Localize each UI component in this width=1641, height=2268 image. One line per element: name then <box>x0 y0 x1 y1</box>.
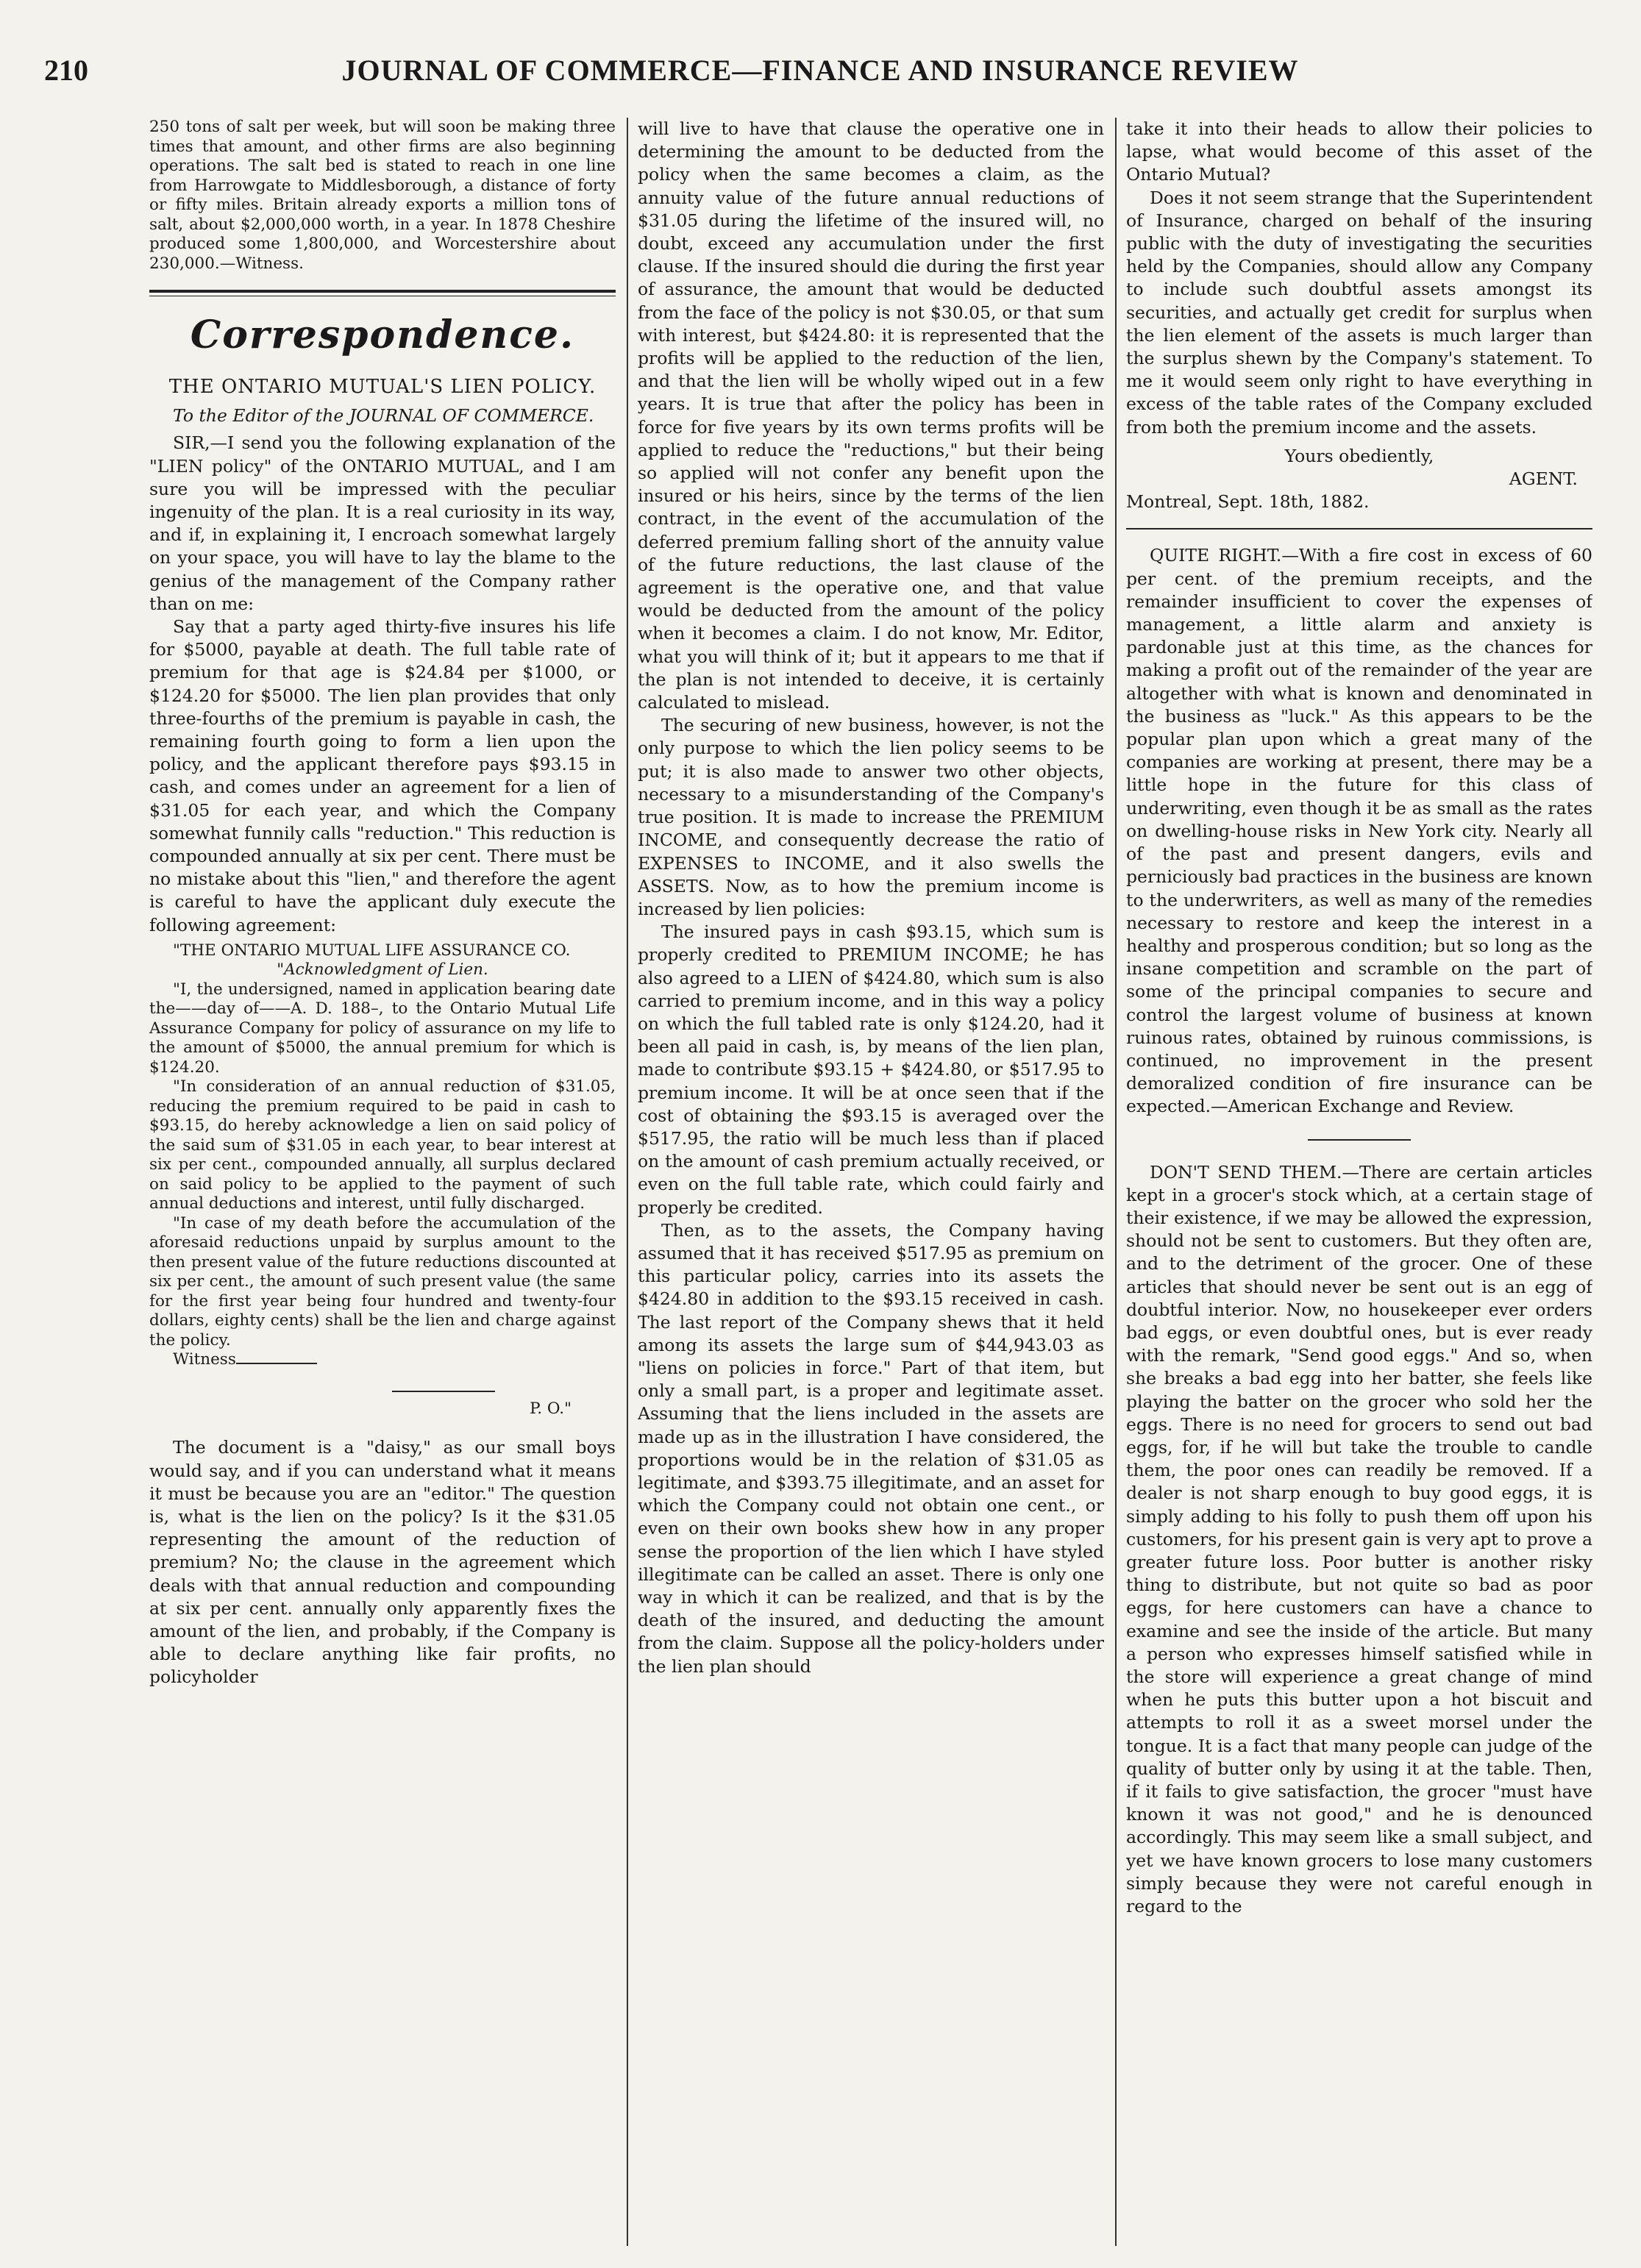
quite-right-text: —With a fire cost in excess of 60 per cent. of the premium receipts, and the remainder insufficient to cover the expenses of management, a little alarm and anxiety is pardonable just at this time, as the chances for making a profit out of the remainder of the year are altogether with what is known and denominated in the business as "luck." As this appears to be the popular plan upon which a great many of the companies are working at present, there may be a little hope in the future for this class of underwriting, even though it be as small as the rates on dwelling-house risks in New York city. Nearly all of the past and present dangers, evils and perniciously bad practices in the business are known to the underwriters, as well as many of the remedies necessary to restore and keep the interest in a healthy and prosperous condition; but so long as the insane competition and scramble on the part of some of the principal companies to secure and control the largest volume of business at known ruinous rates, obtained by ruinous commissions, is continued, no improvement in the present demoralized condition of fire insurance can be expected.—American Exchange and Review. <box>1126 545 1592 1117</box>
column-1 <box>149 118 616 2246</box>
quite-right-lead: QUITE RIGHT. <box>1150 545 1282 566</box>
article-divider <box>1308 1139 1411 1141</box>
salt-paragraph: 250 tons of salt per week, but will soon be making three times that amount, and other firms are also beginning operations. The salt bed is stated to reach in one line from Harrowgate to Middlesborough, a distance of forty or fifty miles. Britain already exports a million tons of salt, about $2,000,000 worth, in a year. In 1878 Cheshire produced some 1,800,000, and Worcestershire about 230,000.—Witness. <box>149 118 616 273</box>
letter-paragraph: The securing of new business, however, is not the only purpose to which the lien policy seems to be put; it is also made to answer two other objects, necessary to a misunderstanding of the Company's true position. It is made to increase the PREMIUM INCOME, and consequently decrease the ratio of EXPENSES to INCOME, and it also swells the ASSETS. Now, as to how the premium income is increased by lien policies: <box>638 715 1104 919</box>
column-3 <box>1126 118 1592 2246</box>
letter-signer: AGENT. <box>1509 468 1578 490</box>
agreement-heading: "THE ONTARIO MUTUAL LIFE ASSURANCE CO. <box>173 941 571 960</box>
article-title: THE ONTARIO MUTUAL'S LIEN POLICY. <box>168 376 597 398</box>
column-2 <box>638 118 1104 2246</box>
quite-right-paragraph <box>1126 544 1592 1118</box>
letter-paragraph: take it into their heads to allow their policies to lapse, what would become of this asset of the Ontario Mutual? <box>1126 118 1592 185</box>
letter-paragraph: SIR,—I send you the following explanation of the "LIEN policy" of the ONTARIO MUTUAL, and I am sure you will be impressed with the peculiar ingenuity of the plan. It is a real curiosity in its way, and if, in explaining it, I encroach somewhat largely on your space, you will have to lay the blame to the genius of the management of the Company rather than on me: <box>149 432 616 614</box>
signature-rule <box>392 1391 495 1392</box>
letter-paragraph: Then, as to the assets, the Company having assumed that it has received $517.95 as premium on this particular policy, carries into its assets the $424.80 in addition to the $93.15 received in cash. The last report of the Company shews that it held among its assets the large sum of $44,943.03 as "liens on policies in force." Part of that item, but only a small part, is a proper and legitimate asset. Assuming that the liens included in the assets are made up as in the illustration I have considered, the proportions would be in the relation of $31.05 as legitimate, and $393.75 illegitimate, and an asset for which the Company could not obtain one cent., or even on their own books shew how in any proper sense the proportion of the lien which I have styled illegitimate can be called an asset. There is only one way in which it can be realized, and that is by the death of the insured, and deducting the amount from the claim. Suppose all the policy-holders under the lien plan should <box>638 1219 1104 1677</box>
dont-send-lead: DON'T SEND THEM. <box>1150 1161 1342 1183</box>
column-divider <box>1115 118 1117 2246</box>
page-number: 210 <box>44 54 88 87</box>
dont-send-paragraph <box>1126 1161 1592 1919</box>
article-divider <box>1126 528 1592 529</box>
page-header <box>44 53 1596 97</box>
letter-paragraph: The insured pays in cash $93.15, which sum is properly credited to PREMIUM INCOME; he has also agreed to a LIEN of $424.80, which sum is also carried to premium income, and in this way a policy on which the full tabled rate is only $124.20, had it been all paid in cash, is, by means of the lien plan, made to contribute $93.15 + $424.80, or $517.95 to premium income. It will be at once seen that if the cost of obtaining the $93.15 is averaged over the $517.95, the ratio will be much less than if placed on the amount of cash premium actually received, or even on the full table rate, which could fairly and properly be credited. <box>638 921 1104 1218</box>
agreement-paragraph: "In case of my death before the accumulation of the aforesaid reductions unpaid by surplus amount to the then present value of the future reductions discounted at six per cent., the amount of such present value (the same for the first year being four hundred and twenty-four dollars, eighty cents) shall be the lien and charge against the policy. <box>149 1213 616 1349</box>
section-divider <box>149 290 616 296</box>
letter-closing: Yours obediently, <box>1284 445 1434 466</box>
po-signature: P. O." <box>530 1399 572 1418</box>
dateline: Montreal, Sept. 18th, 1882. <box>1126 491 1370 513</box>
agreement-subheading: "Acknowledgment of Lien. <box>277 960 488 980</box>
witness-label: Witness <box>173 1350 236 1369</box>
witness-blank <box>236 1363 317 1364</box>
section-title: Correspondence. <box>190 313 575 357</box>
agreement-paragraph: "In consideration of an annual reduction of $31.05, reducing the premium required to be paid in cash to $93.15, do hereby acknowledge a lien on said policy of the said sum of $31.05 in each year, to bear interest at six per cent., compounded annually, all surplus declared on said policy to be applied to the payment of such annual deductions and interest, until fully discharged. <box>149 1077 616 1213</box>
letter-paragraph: will live to have that clause the operative one in determining the amount to be deducted from the policy when the same becomes a claim, as the annuity value of the future annual reductions of $31.05 during the lifetime of the insured will, no doubt, exceed any accumulation under the first clause. If the insured should die during the first year of assurance, the amount that would be deducted from the face of the policy is not $30.05, or that sum with interest, but $424.80: it is represented that the profits will be applied to the reduction of the lien, and that the lien will be wholly wiped out in a few years. It is true that after the policy has been in force for five years by its own terms profits will be applied to reduce the "reductions," but their being so applied will not confer any benefit upon the insured or his heirs, since by the terms of the lien contract, in the event of the accumulation of the deferred premium falling short of the annuity value of the future reductions, the last clause of the agreement is the operative one, and that value would be deducted from the amount of the policy when it becomes a claim. I do not know, Mr. Editor, what you will think of it; but it appears to me that if the plan is not intended to deceive, it is certainly calculated to mislead. <box>638 118 1104 713</box>
letter-paragraph: Say that a party aged thirty-five insures his life for $5000, payable at death. The full table rate of premium for that age is $24.84 per $1000, or $124.20 for $5000. The lien plan provides that only three-fourths of the premium is payable in cash, the remaining fourth going to form a lien upon the policy, and the applicant therefore pays $93.15 in cash, and comes under an agreement for a lien of $31.05 for each year, and which the Company somewhat funnily calls "reduction." This reduction is compounded annually at six per cent. There must be no mistake about this "lien," and therefore the agent is careful to have the applicant duly execute the following agreement: <box>149 616 616 935</box>
letter-paragraph: The document is a "daisy," as our small boys would say, and if you can understand what it means it must be because you are an "editor." The question is, what is the lien on the policy? Is it the $31.05 representing the amount of the reduction of premium? No; the clause in the agreement which deals with that annual reduction and compounding at six per cent. annually only apparently fixes the amount of the lien, and probably, if the Company is able to declare anything like fair profits, no policyholder <box>149 1437 616 1688</box>
column-divider <box>627 118 628 2246</box>
salutation-line: To the Editor of the JOURNAL OF COMMERCE. <box>173 405 594 427</box>
agreement-paragraph: "I, the undersigned, named in application bearing date the——day of——A. D. 188–, to the Ontario Mutual Life Assurance Company for policy of assurance on my life to the amount of $5000, the annual premium for which is $124.20. <box>149 980 616 1077</box>
witness-line <box>149 1350 616 1370</box>
dont-send-text: —There are certain articles kept in a grocer's stock which, at a certain stage of their existence, if we may be allowed the expression, should not be sent to customers. But they often are, and to the detriment of the grocer. One of these articles that should never be sent out is an egg of doubtful interior. Now, no housekeeper ever orders bad eggs, or even doubtful ones, but is ever ready with the remark, "Send good eggs." And so, when she breaks a bad egg into her batter, she feels like playing the batter on the grocer who sold her the eggs. There is no need for grocers to send out bad eggs, for, if he will but take the trouble to candle them, the poor ones can readily be removed. If a dealer is not sharp enough to buy good eggs, it is simply adding to his folly to push them off upon his customers, for his present gain is very apt to prove a greater future loss. Poor butter is another risky thing to distribute, but not quite so bad as poor eggs, for here customers can have a chance to examine and see the inside of the article. But many a person who expresses himself satisfied while in the store will experience a great change of mind when he puts this butter upon a hot biscuit and attempts to roll it as a sweet morsel under the tongue. It is a fact that many people can judge of the quality of butter only by using it at the table. Then, if it fails to give satisfaction, the grocer "must have known it was not good," and he is denounced accordingly. This may seem like a small subject, and yet we have known grocers to lose many customers simply because they were not careful enough in regard to the <box>1126 1161 1592 1917</box>
letter-paragraph: Does it not seem strange that the Superintendent of Insurance, charged on behalf of the insuring public with the duty of investigating the securities held by the Companies, should allow any Company to include such doubtful assets amongst its securities, and actually get credit for surplus when the lien element of the assets is much larger than the surplus shewn by the Company's statement. To me it would seem only right to have everything in excess of the table rates of the Company excluded from both the premium income and the assets. <box>1126 187 1592 438</box>
running-head: JOURNAL OF COMMERCE—FINANCE AND INSURANCE REVIEW <box>341 54 1299 87</box>
